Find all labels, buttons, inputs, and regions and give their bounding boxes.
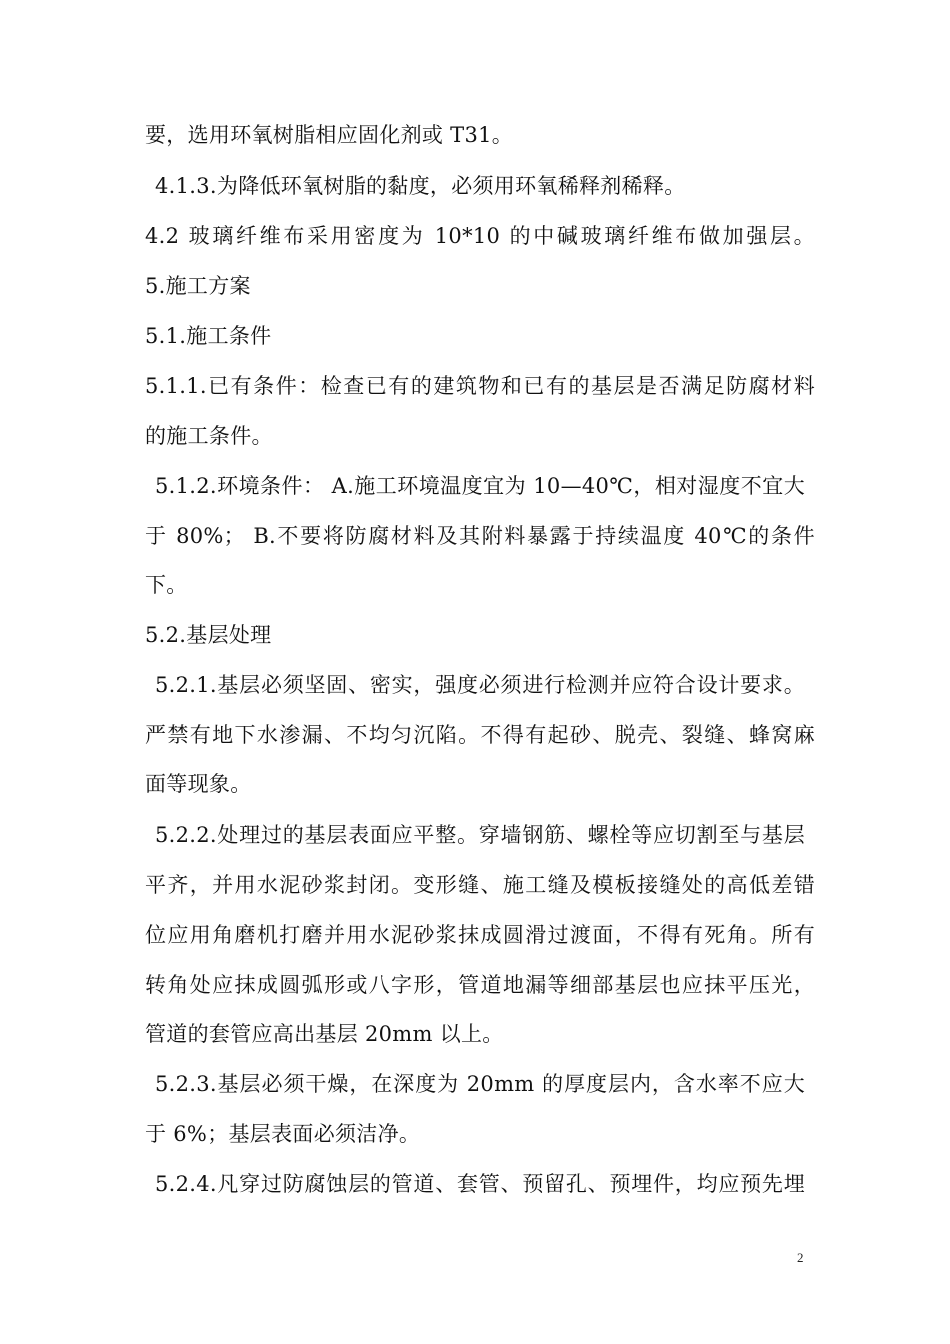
text-line-1: 要，选用环氧树脂相应固化剂或 T31。 (145, 123, 514, 147)
text-line-3: 4.2 玻璃纤维布采用密度为 10*10 的中碱玻璃纤维布做加强层。 (145, 224, 815, 248)
text-line-22: 5.2.4.凡穿过防腐蚀层的管道、套管、预留孔、预埋件，均应预先埋 (155, 1172, 805, 1196)
page-number: 2 (797, 1250, 804, 1265)
text-line-10: 下。 (145, 573, 188, 597)
text-line-13: 严禁有地下水渗漏、不均匀沉陷。不得有起砂、脱壳、裂缝、蜂窝麻 (145, 723, 815, 747)
text-line-12: 5.2.1.基层必须坚固、密实，强度必须进行检测并应符合设计要求。 (155, 673, 805, 697)
text-line-15: 5.2.2.处理过的基层表面应平整。穿墙钢筋、螺栓等应切割至与基层 (155, 823, 805, 847)
section-heading-5: 5.施工方案 (145, 274, 251, 298)
text-line-7: 的施工条件。 (145, 424, 273, 448)
text-line-14: 面等现象。 (145, 772, 252, 796)
text-line-2: 4.1.3.为降低环氧树脂的黏度，必须用环氧稀释剂稀释。 (155, 174, 686, 198)
text-line-21: 于 6%；基层表面必须洁净。 (145, 1122, 421, 1146)
text-line-6: 5.1.1.已有条件：检查已有的建筑物和已有的基层是否满足防腐材料 (145, 374, 815, 398)
text-line-20: 5.2.3.基层必须干燥，在深度为 20mm 的厚度层内，含水率不应大 (155, 1072, 805, 1096)
text-line-8: 5.1.2.环境条件： A.施工环境温度宜为 10—40℃，相对湿度不宜大 (155, 474, 805, 498)
section-heading-5-2: 5.2.基层处理 (145, 623, 272, 647)
section-heading-5-1: 5.1.施工条件 (145, 324, 272, 348)
text-line-9: 于 80%； B.不要将防腐材料及其附料暴露于持续温度 40℃的条件 (145, 524, 815, 548)
text-line-16: 平齐，并用水泥砂浆封闭。变形缝、施工缝及模板接缝处的高低差错 (145, 873, 815, 897)
text-line-18: 转角处应抹成圆弧形或八字形，管道地漏等细部基层也应抹平压光， (145, 973, 815, 997)
text-line-19: 管道的套管应高出基层 20mm 以上。 (145, 1022, 504, 1046)
text-line-17: 位应用角磨机打磨并用水泥砂浆抹成圆滑过渡面，不得有死角。所有 (145, 923, 815, 947)
